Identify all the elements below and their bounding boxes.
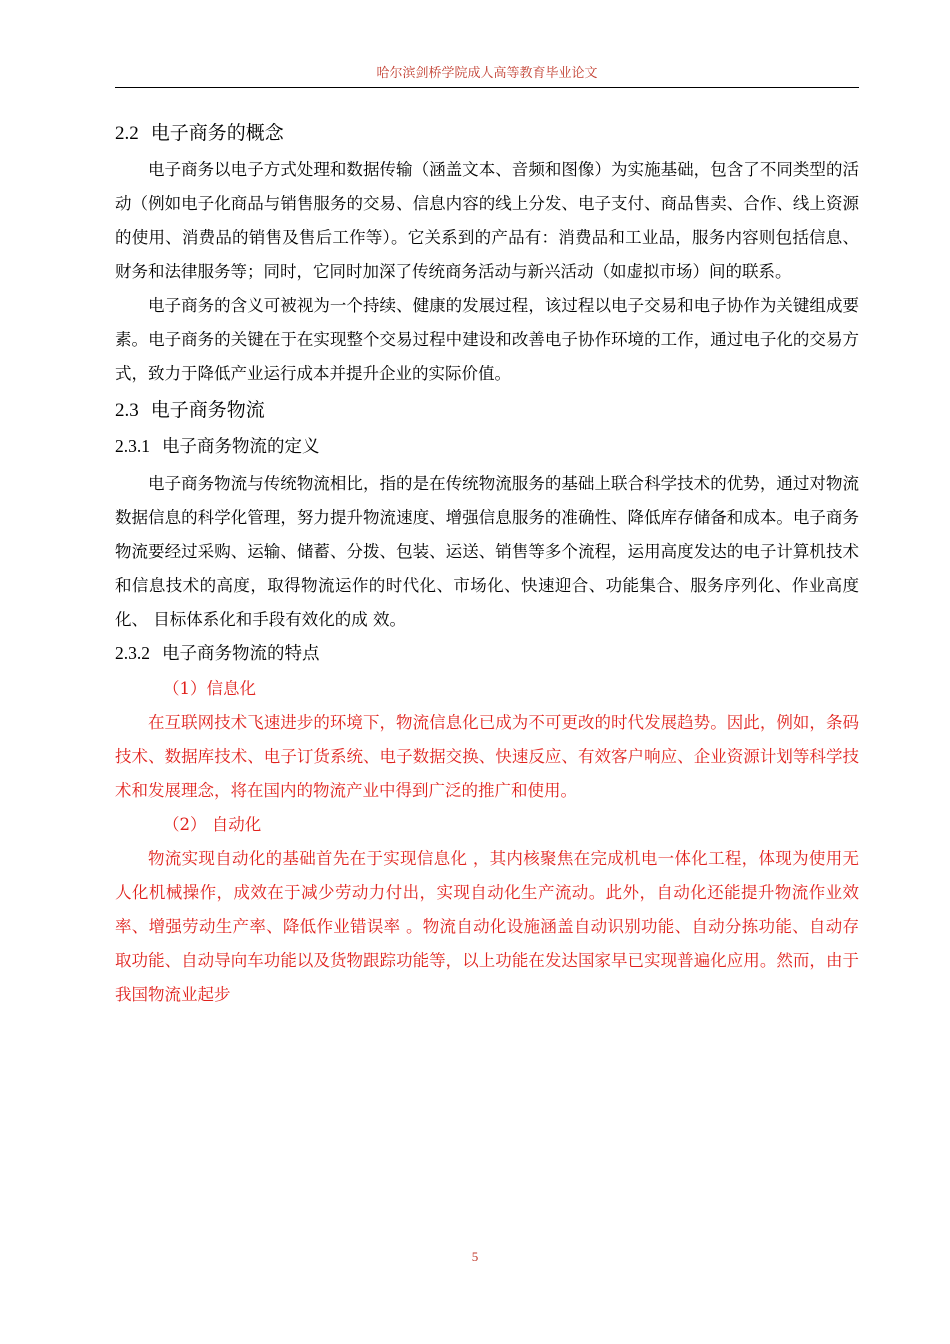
page-header: 哈尔滨剑桥学院成人高等教育毕业论文 xyxy=(376,65,598,80)
section-heading-2-3 xyxy=(115,395,859,426)
section-number: 2.3.2 xyxy=(115,643,150,663)
subsection-heading-2-3-1 xyxy=(115,432,859,461)
section-heading-2-2 xyxy=(115,118,859,149)
section-title: 电子商务物流的定义 xyxy=(162,437,320,457)
section-number: 2.2 xyxy=(115,123,139,144)
paragraph-automation: 物流实现自动化的基础首先在于实现信息化 ，其内核聚焦在完成机电一体化工程，体现为使用无人化机械操作，成效在于减少劳动力付出，实现自动化生产流动。此外，自动化还能提升物流作业效率、增强劳动生产率、降低作业错误率 。物流自动化设施涵盖自动识别功能、自动分拣功能、自动存取功能、自动导向车功能以及货物跟踪功能等，以上功能在发达国家早已实现普遍化应用。然而，由于我国物流业起步 xyxy=(115,849,859,1004)
list-item-automation: （2） 自动化 xyxy=(163,815,262,834)
section-title: 电子商务物流 xyxy=(150,399,265,421)
paragraph-informatization: 在互联网技术飞速进步的环境下，物流信息化已成为不可更改的时代发展趋势。因此，例如，条码技术、数据库技术、电子订货系统、电子数据交换、快速反应、有效客户响应、企业资源计划等科学技术和发展理念，将在国内的物流产业中得到广泛的推广和使用。 xyxy=(115,713,859,800)
paragraph-definition: 电子商务物流与传统物流相比，指的是在传统物流服务的基础上联合科学技术的优势，通过对物流数据信息的科学化管理，努力提升物流速度、增强信息服务的准确性、降低库存储备和成本。电子商务物流要经过采购、运输、储蓄、分拨、包装、运送、销售等多个流程，运用高度发达的电子计算机技术和信息技术的高度，取得物流运作的时代化、市场化、快速迎合、功能集合、服务序列化、作业高度化、 目标体系化和手段有效化的成 效。 xyxy=(115,474,859,629)
paragraph-concept-1: 电子商务以电子方式处理和数据传输（涵盖文本、音频和图像）为实施基础，包含了不同类型的活动（例如电子化商品与销售服务的交易、信息内容的线上分发、电子支付、商品售卖、合作、线上资源的使用、消费品的销售及售后工作等）。它关系到的产品有：消费品和工业品，服务内容则包括信息、财务和法律服务等；同时，它同时加深了传统商务活动与新兴活动（如虚拟市场）间的联系。 xyxy=(115,160,859,281)
paragraph-concept-2: 电子商务的含义可被视为一个持续、健康的发展过程，该过程以电子交易和电子协作为关键组成要素。电子商务的关键在于在实现整个交易过程中建设和改善电子协作环境的工作，通过电子化的交易方式，致力于降低产业运行成本并提升企业的实际价值。 xyxy=(115,296,859,383)
subsection-heading-2-3-2 xyxy=(115,639,859,668)
header-divider xyxy=(115,87,859,88)
section-title: 电子商务物流的特点 xyxy=(162,644,320,664)
page-body xyxy=(115,118,859,1012)
section-number: 2.3.1 xyxy=(115,436,150,456)
section-number: 2.3 xyxy=(115,400,139,421)
list-item-informatization: （1）信息化 xyxy=(163,679,256,698)
page-number: 5 xyxy=(471,1249,479,1264)
section-title: 电子商务的概念 xyxy=(150,122,284,144)
